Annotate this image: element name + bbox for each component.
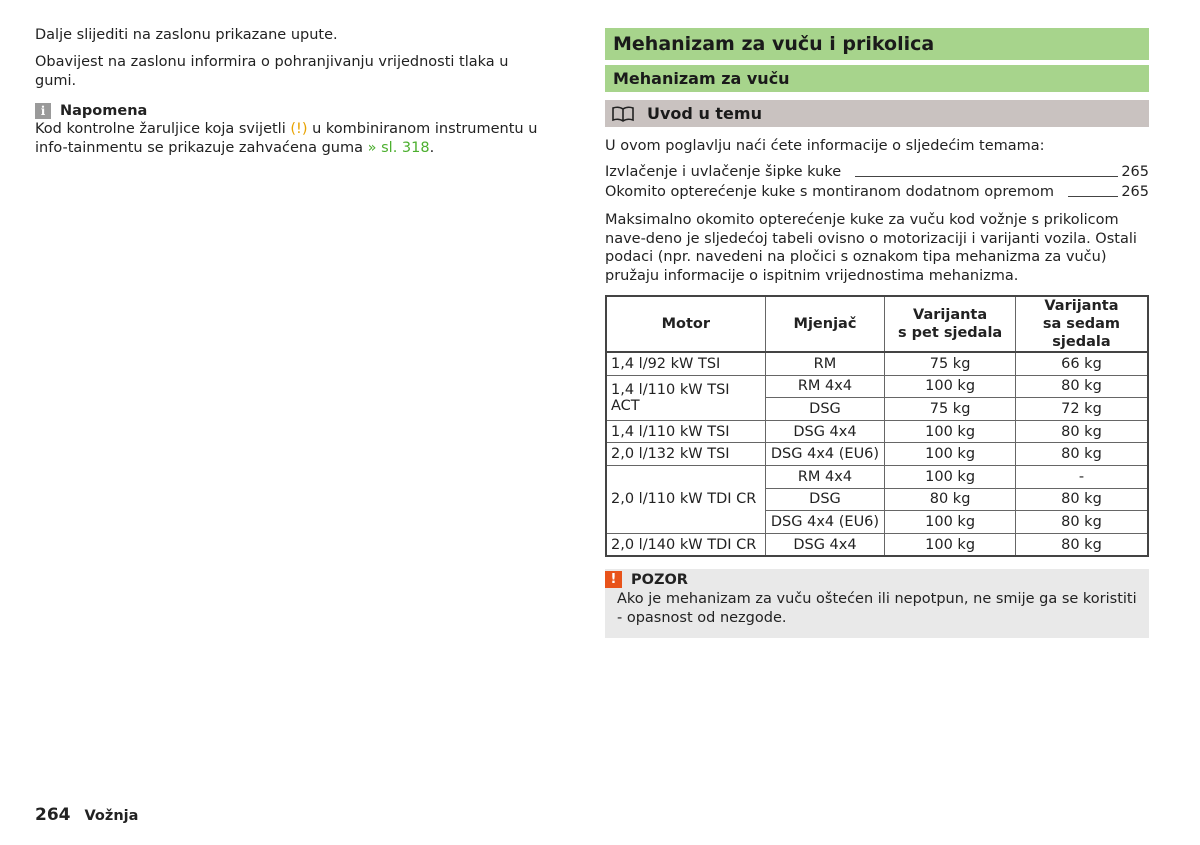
- table-header-row: [606, 296, 1148, 352]
- cell-five-seats: 100 kg: [885, 533, 1016, 556]
- cell-five-seats: 80 kg: [885, 488, 1016, 511]
- cell-five-seats: 100 kg: [885, 420, 1016, 443]
- cell-five-seats: 100 kg: [885, 375, 1016, 398]
- body-paragraph: Maksimalno okomito opterećenje kuke za vuču kod vožnje s prikolicom nave-deno je sljedećoj tabeli ovisno o motorizaciji i varijanti vozila. Ostali podaci (npr. navedeni na pločici s oznakom tipa mehanizma za vuču) pružaju informacije o ispitnim vrijednostima mehanizma.: [605, 212, 1137, 284]
- header-five-seats: Varijanta s pet sjedala: [885, 296, 1016, 352]
- cell-motor: 2,0 l/110 kW TDI CR: [606, 465, 765, 533]
- right-column: [605, 28, 1149, 638]
- toc-item-label: Okomito opterećenje kuke s montiranom dodatnom opremom: [605, 184, 1055, 200]
- header-gearbox: Mjenjač: [765, 296, 885, 352]
- cell-gearbox: RM 4x4: [765, 465, 885, 488]
- page-number: 264: [35, 805, 71, 825]
- page-footer: [35, 805, 138, 825]
- cell-seven-seats: 80 kg: [1015, 533, 1148, 556]
- toc-item[interactable]: [605, 182, 1149, 202]
- cell-seven-seats: 80 kg: [1015, 488, 1148, 511]
- cell-gearbox: RM: [765, 352, 885, 375]
- note-header: [35, 103, 545, 119]
- figure-link[interactable]: » sl. 318: [367, 140, 430, 156]
- towbar-load-table: [605, 295, 1149, 557]
- paragraph-1: Dalje slijediti na zaslonu prikazane upute.: [35, 27, 338, 43]
- subsection-title: Uvod u temu: [647, 104, 762, 123]
- section-heading: Mehanizam za vuču: [605, 65, 1149, 92]
- left-column: [35, 26, 545, 158]
- cell-gearbox: RM 4x4: [765, 375, 885, 398]
- cell-motor: 1,4 l/110 kW TSI: [606, 420, 765, 443]
- cell-gearbox: DSG 4x4: [765, 533, 885, 556]
- cell-motor: 2,0 l/140 kW TDI CR: [606, 533, 765, 556]
- table-row: [606, 352, 1148, 375]
- info-icon: i: [35, 103, 51, 119]
- table-row: [606, 465, 1148, 488]
- table-row: [606, 420, 1148, 443]
- cell-seven-seats: 72 kg: [1015, 398, 1148, 421]
- chapter-heading: Mehanizam za vuču i prikolica: [605, 28, 1149, 60]
- cell-seven-seats: 80 kg: [1015, 511, 1148, 534]
- cell-gearbox: DSG 4x4: [765, 420, 885, 443]
- note-text-part-2: u kombiniranom instrumentu u info-tainmentu se prikazuje zahvaćena guma: [35, 121, 538, 156]
- note-text: [35, 120, 545, 158]
- warning-header: [605, 571, 1137, 588]
- toc-item-label: Izvlačenje i uvlačenje šipke kuke: [605, 164, 842, 180]
- cell-five-seats: 75 kg: [885, 398, 1016, 421]
- cell-five-seats: 100 kg: [885, 443, 1016, 466]
- toc-leader: [855, 176, 1118, 177]
- cell-seven-seats: 66 kg: [1015, 352, 1148, 375]
- cell-five-seats: 100 kg: [885, 511, 1016, 534]
- cell-gearbox: DSG: [765, 488, 885, 511]
- cell-seven-seats: -: [1015, 465, 1148, 488]
- cell-seven-seats: 80 kg: [1015, 443, 1148, 466]
- tire-pressure-warning-icon: (!): [290, 121, 308, 137]
- table-row: [606, 533, 1148, 556]
- cell-five-seats: 75 kg: [885, 352, 1016, 375]
- cell-gearbox: DSG 4x4 (EU6): [765, 443, 885, 466]
- toc-leader: [1068, 196, 1118, 197]
- cell-gearbox: DSG: [765, 398, 885, 421]
- header-motor: Motor: [606, 296, 765, 352]
- note-text-end: .: [429, 140, 435, 156]
- toc-item[interactable]: [605, 162, 1149, 182]
- note-title: Napomena: [60, 103, 148, 119]
- cell-seven-seats: 80 kg: [1015, 420, 1148, 443]
- warning-icon: !: [605, 571, 622, 588]
- toc-item-page: 265: [1121, 184, 1149, 200]
- toc-item-page: 265: [1121, 164, 1149, 180]
- table-row: [606, 443, 1148, 466]
- header-seven-seats: Varijanta sa sedam sjedala: [1015, 296, 1148, 352]
- cell-five-seats: 100 kg: [885, 465, 1016, 488]
- note-text-part-1: Kod kontrolne žaruljice koja svijetli: [35, 121, 291, 137]
- cell-motor: 1,4 l/92 kW TSI: [606, 352, 765, 375]
- warning-text: Ako je mehanizam za vuču oštećen ili nepotpun, ne smije ga se koristiti - opasnost od nezgode.: [617, 591, 1137, 627]
- warning-box: [605, 569, 1149, 638]
- table-row: [606, 375, 1148, 398]
- cell-motor: 1,4 l/110 kW TSI ACT: [606, 375, 765, 420]
- intro-text: U ovom poglavlju naći ćete informacije o sljedećim temama:: [605, 138, 1045, 154]
- cell-gearbox: DSG 4x4 (EU6): [765, 511, 885, 534]
- cell-seven-seats: 80 kg: [1015, 375, 1148, 398]
- paragraph-2: Obavijest na zaslonu informira o pohranjivanju vrijednosti tlaka u gumi.: [35, 54, 509, 89]
- warning-title: POZOR: [631, 571, 688, 588]
- footer-section-name: Vožnja: [84, 808, 139, 824]
- book-icon: [611, 106, 635, 122]
- subsection-heading: [605, 100, 1149, 127]
- cell-motor: 2,0 l/132 kW TSI: [606, 443, 765, 466]
